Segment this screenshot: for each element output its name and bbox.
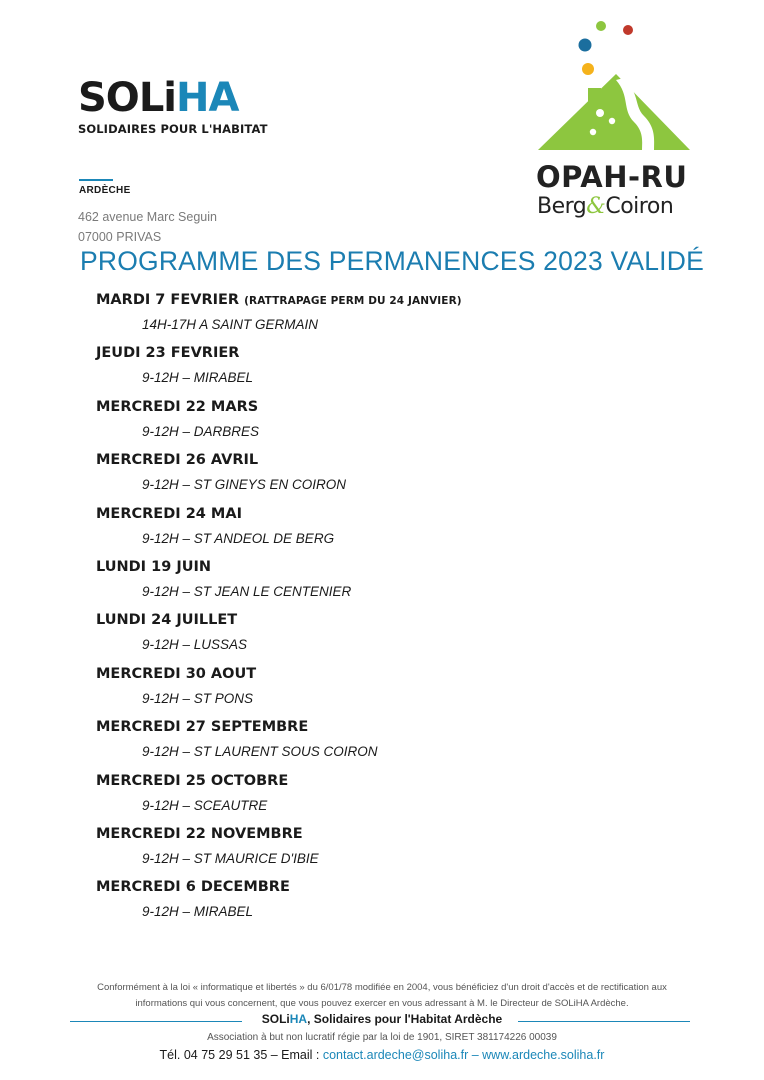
schedule-day-label: JEUDI 23 FEVRIER [96,345,240,362]
schedule-slot: 14H-17H A SAINT GERMAIN [142,317,319,332]
schedule-entry [96,662,716,715]
schedule-slot: 9-12H – MIRABEL [142,904,254,920]
schedule-entry [96,555,716,608]
schedule-slot: 9-12H – SCEAUTRE [142,797,268,813]
schedule-day-label: MERCREDI 26 AVRIL [96,452,259,469]
footer-org-rest: , Solidaires pour l'Habitat Ardèche [307,1012,503,1026]
schedule-day [96,341,716,365]
footer-divider-right [518,1021,690,1022]
association-info: Association à but non lucratif régie par la loi de 1901, SIRET 381174226 00039 [207,1032,557,1043]
schedule-day [96,822,716,846]
email-link[interactable]: contact.ardeche@soliha.fr [322,1048,469,1062]
opah-sub-right: Coiron [605,194,674,219]
soliha-logo [78,75,268,140]
soliha-logo-word-dark: SOLi [78,75,177,121]
schedule-day-label: MERCREDI 27 SEPTEMBRE [96,719,309,736]
footer-org-blue: HA [289,1012,308,1026]
contact-separator: – [468,1048,483,1062]
soliha-logo-tagline: SOLIDAIRES POUR L'HABITAT [78,122,268,136]
schedule-day [96,769,716,793]
opah-sub-left: Berg [537,194,587,219]
footer-org-dark: SOLi [261,1012,290,1026]
schedule-day-label: MERCREDI 25 OCTOBRE [96,772,289,789]
opah-ru-title: OPAH-RU [536,160,688,194]
schedule-day-label: LUNDI 19 JUIN [96,558,212,575]
opah-ru-subtitle [537,194,673,219]
schedule-entry [96,502,716,555]
schedule-day [96,448,716,472]
opah-house-icon [530,18,700,158]
website-link[interactable]: www.ardeche.soliha.fr [482,1048,605,1062]
footer-organization [250,1012,514,1026]
address-street: 462 avenue Marc Seguin [78,210,217,224]
schedule-slot: 9-12H – ST PONS [142,690,254,706]
schedule-day [96,715,716,739]
schedule-day-label: MARDI 7 FEVRIER [96,292,245,308]
schedule-day [96,502,716,526]
legal-notice-line2: informations qui vous concernent, que vous pouvez exercer en vous adressant à M. le Directeur de SOLiHA Ardèche. [135,998,629,1009]
schedule-entry [96,769,716,822]
schedule-entry [96,715,716,768]
schedule-entry [96,288,716,341]
legal-notice [70,980,694,1012]
schedule-slot: 9-12H – ST LAURENT SOUS COIRON [142,744,378,760]
schedule-day-label: MERCREDI 22 MARS [96,398,259,415]
schedule-slot: 9-12H – ST GINEYS EN COIRON [142,477,347,493]
schedule-day [96,875,716,899]
schedule-day-note: (RATTRAPAGE PERM DU 24 JANVIER) [244,295,462,307]
schedule-day [96,288,716,312]
schedule-entry [96,341,716,394]
schedule-day-label: MERCREDI 6 DECEMBRE [96,879,290,896]
schedule-slot: 9-12H – ST ANDEOL DE BERG [142,530,335,546]
schedule-day [96,608,716,632]
schedule-entry [96,822,716,875]
schedule-list [96,288,716,929]
schedule-slot: 9-12H – LUSSAS [142,637,248,653]
schedule-slot: 9-12H – ST MAURICE D'IBIE [142,850,319,866]
schedule-day-label: LUNDI 24 JUILLET [96,612,238,629]
header-divider [79,179,113,181]
phone-text: Tél. 04 75 29 51 35 – Email : [159,1048,323,1062]
soliha-logo-wordmark [78,75,268,121]
schedule-day [96,662,716,686]
opah-ru-logo [530,18,700,223]
page-title: PROGRAMME DES PERMANENCES 2023 VALIDÉ [80,246,704,276]
schedule-entry [96,608,716,661]
contact-line [70,1048,694,1062]
schedule-entry [96,448,716,501]
department-label: ARDÈCHE [79,185,131,196]
address-city: 07000 PRIVAS [78,230,162,244]
schedule-day-label: MERCREDI 24 MAI [96,505,242,522]
soliha-logo-word-blue: HA [176,75,239,121]
schedule-day [96,555,716,579]
schedule-day-label: MERCREDI 22 NOVEMBRE [96,825,303,842]
legal-notice-line1: Conformément à la loi « informatique et libertés » du 6/01/78 modifiée en 2004, vous bénéficiez d'un droit d'accès et de rectification aux [97,982,667,993]
schedule-slot: 9-12H – ST JEAN LE CENTENIER [142,583,352,599]
schedule-slot: 9-12H – DARBRES [142,423,260,439]
footer-divider-left [70,1021,242,1022]
schedule-entry [96,875,716,928]
schedule-day-label: MERCREDI 30 AOUT [96,665,257,682]
schedule-entry [96,395,716,448]
opah-sub-amp: & [586,194,606,219]
schedule-slot: 9-12H – MIRABEL [142,370,254,386]
schedule-day [96,395,716,419]
